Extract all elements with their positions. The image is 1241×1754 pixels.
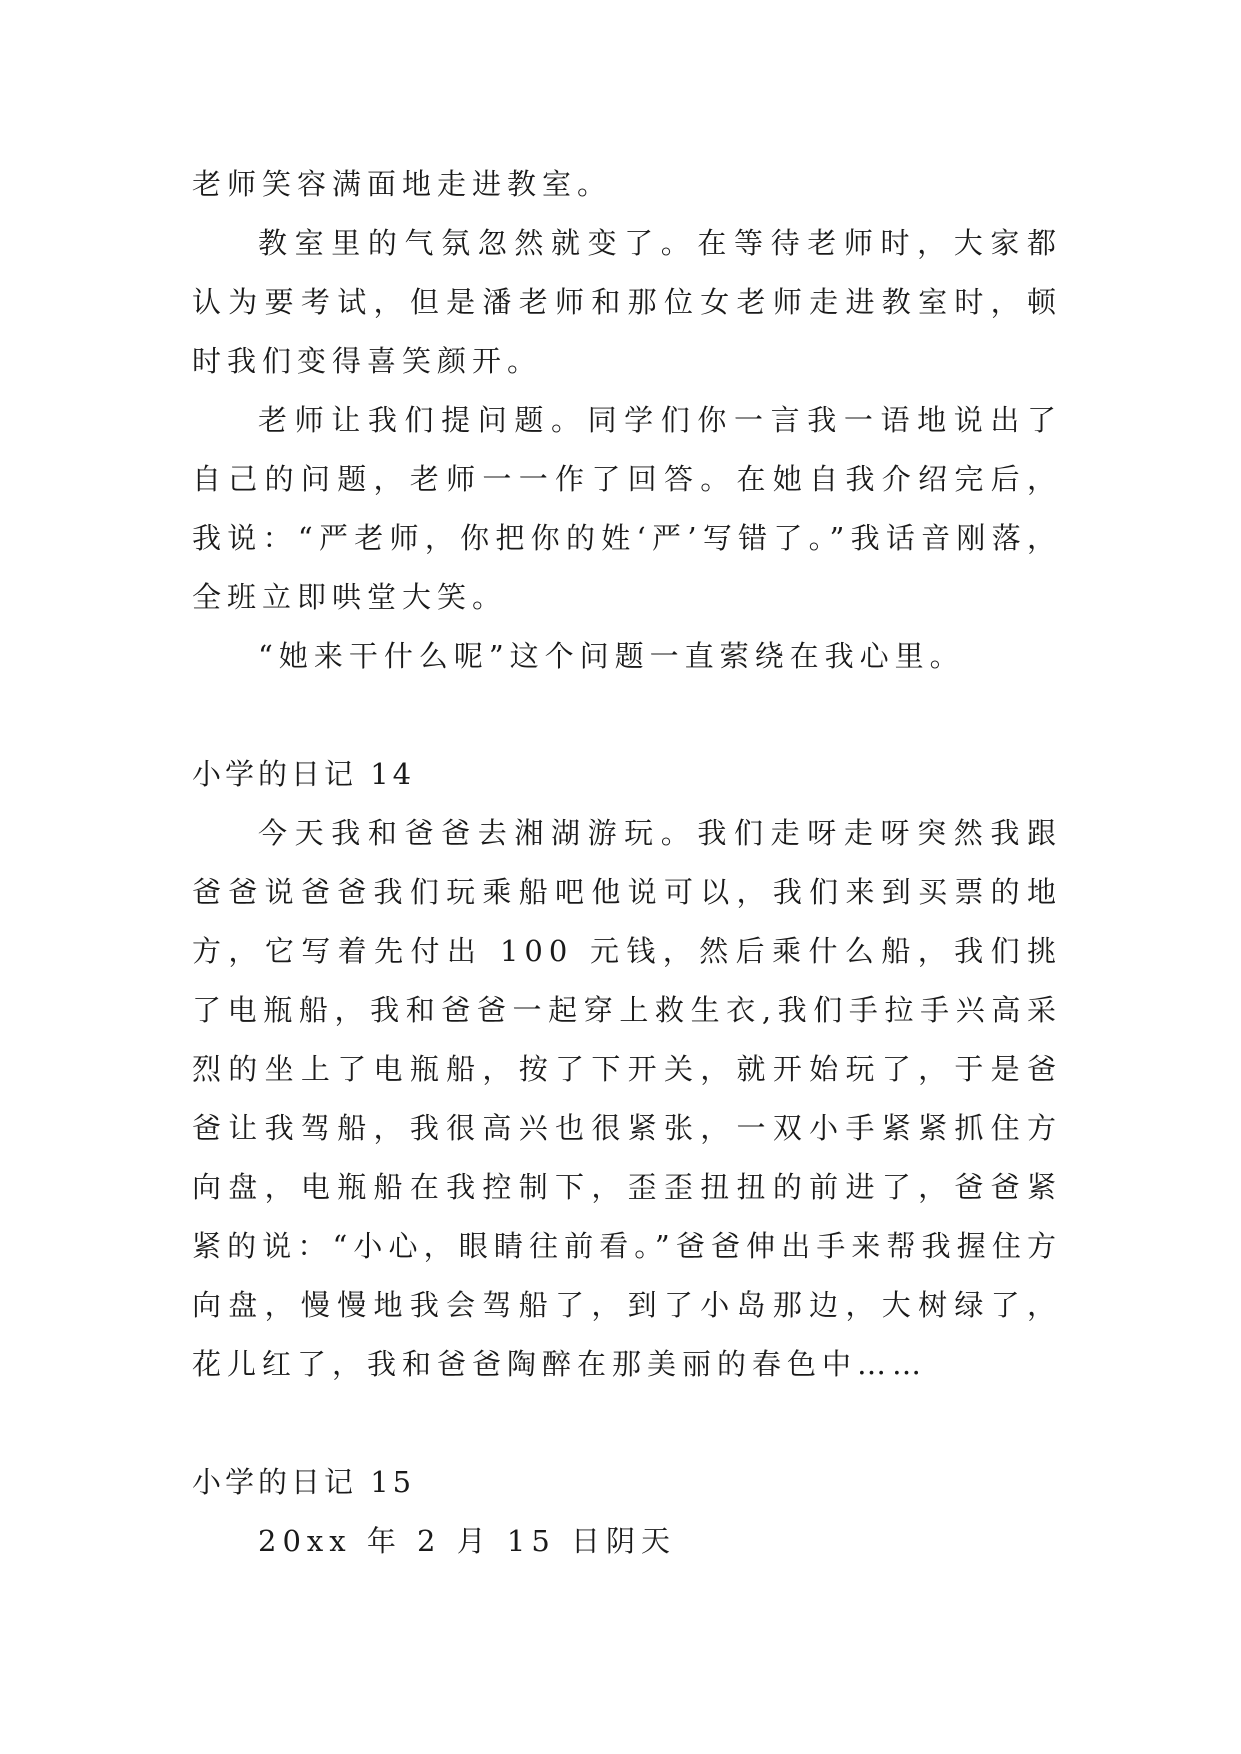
paragraph-atmosphere: 教室里的气氛忽然就变了。在等待老师时，大家都认为要考试，但是潘老师和那位女老师走进教室时，顿时我们变得喜笑颜开。 <box>192 226 1062 378</box>
diary-15-title: 小学的日记 15 <box>192 1465 416 1499</box>
diary-15-date: 20xx 年 2 月 15 日阴天 <box>258 1524 677 1558</box>
paragraph-questions: 老师让我们提问题。同学们你一言我一语地说出了自己的问题，老师一一作了回答。在她自我介绍完后，我说：“严老师，你把你的姓‘严’写错了。”我话音刚落，全班立即哄堂大笑。 <box>192 403 1062 614</box>
section-gap <box>192 1394 1062 1453</box>
paragraph-wonder: “她来干什么呢”这个问题一直萦绕在我心里。 <box>258 639 965 673</box>
paragraph-intro: 老师笑容满面地走进教室。 <box>192 167 613 201</box>
document-page <box>192 155 1062 1571</box>
section-gap <box>192 686 1062 745</box>
diary-14-title: 小学的日记 14 <box>192 757 416 791</box>
diary-14-body: 今天我和爸爸去湘湖游玩。我们走呀走呀突然我跟爸爸说爸爸我们玩乘船吧他说可以，我们来到买票的地方，它写着先付出 100 元钱，然后乘什么船，我们挑了电瓶船，我和爸爸一起穿上救生衣,我们手拉手兴高采烈的坐上了电瓶船，按了下开关，就开始玩了，于是爸爸让我驾船，我很高兴也很紧张，一双小手紧紧抓住方向盘，电瓶船在我控制下，歪歪扭扭的前进了，爸爸紧紧的说：“小心，眼睛往前看。”爸爸伸出手来帮我握住方向盘，慢慢地我会驾船了，到了小岛那边，大树绿了，花儿红了，我和爸爸陶醉在那美丽的春色中…… <box>192 816 1062 1381</box>
